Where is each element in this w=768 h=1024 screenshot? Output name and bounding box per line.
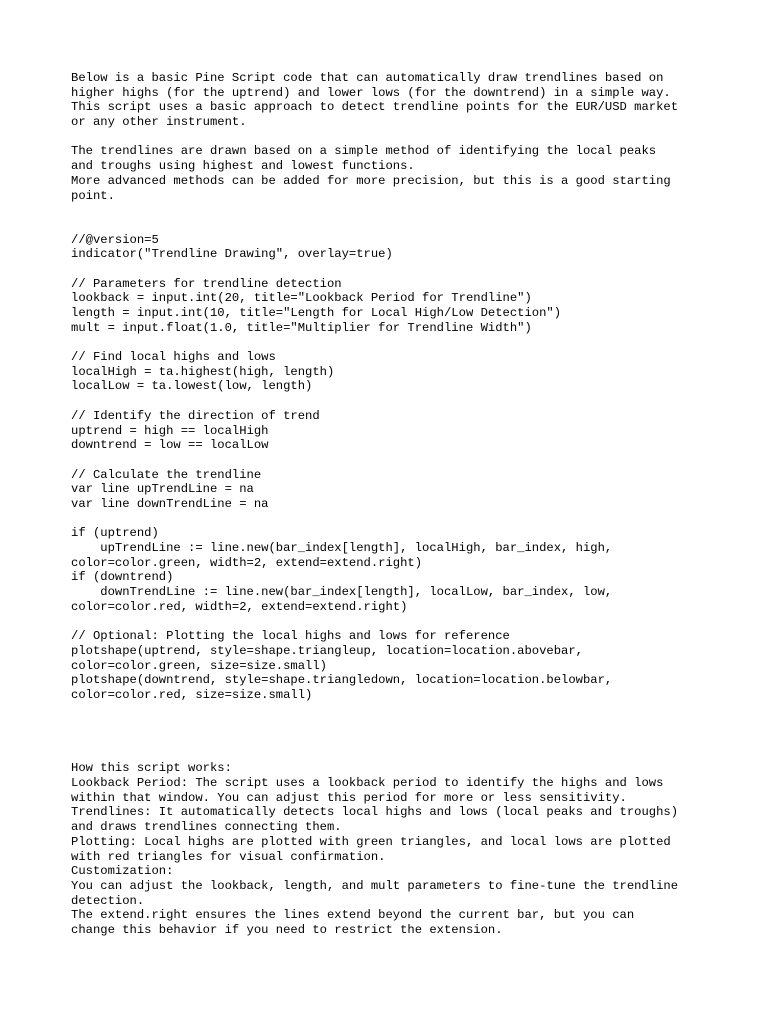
text-line: Lookback Period: The script uses a lookback period to identify the highs and lows xyxy=(71,776,664,791)
code-line: uptrend = high == localHigh xyxy=(71,423,269,438)
code-group-plotshape xyxy=(71,629,731,702)
text-line: More advanced methods can be added for more precision, but this is a good starting xyxy=(71,173,671,188)
code-line: localHigh = ta.highest(high, length) xyxy=(71,364,335,379)
text-line: The trendlines are drawn based on a simple method of identifying the local peaks xyxy=(71,144,657,159)
code-group-trendline-vars xyxy=(71,468,731,512)
text-line: Customization: xyxy=(71,864,174,879)
code-line: if (downtrend) xyxy=(71,570,174,585)
code-line: color=color.red, size=size.small) xyxy=(71,687,313,702)
text-line: Below is a basic Pine Script code that can automatically draw trendlines based on xyxy=(71,71,664,85)
code-line: //@version=5 xyxy=(71,232,159,247)
code-line: upTrendLine := line.new(bar_index[length], localHigh, bar_index, high, xyxy=(71,541,613,556)
intro-paragraph-2 xyxy=(71,144,731,203)
code-line: plotshape(uptrend, style=shape.triangleup, location=location.abovebar, xyxy=(71,643,583,658)
code-line: var line upTrendLine = na xyxy=(71,482,254,497)
code-line: indicator("Trendline Drawing", overlay=true) xyxy=(71,247,393,262)
text-line: You can adjust the lookback, length, and mult parameters to fine-tune the trendline xyxy=(71,878,679,893)
text-line: change this behavior if you need to restrict the extension. xyxy=(71,922,503,937)
code-group-local-highs-lows xyxy=(71,350,731,394)
code-line: // Parameters for trendline detection xyxy=(71,276,342,291)
text-line: detection. xyxy=(71,893,145,908)
text-line: Trendlines: It automatically detects local highs and lows (local peaks and troughs) xyxy=(71,805,679,820)
code-line: downTrendLine := line.new(bar_index[length], localLow, bar_index, low, xyxy=(71,585,613,600)
intro-paragraph-1 xyxy=(71,71,731,130)
code-line: lookback = input.int(20, title="Lookback Period for Trendline") xyxy=(71,291,532,306)
text-line: or any other instrument. xyxy=(71,115,247,130)
code-group-version xyxy=(71,233,731,262)
code-line: var line downTrendLine = na xyxy=(71,496,269,511)
text-line: Plotting: Local highs are plotted with green triangles, and local lows are plotted xyxy=(71,834,671,849)
code-line: length = input.int(10, title="Length for Local High/Low Detection") xyxy=(71,306,562,321)
code-line: // Calculate the trendline xyxy=(71,467,262,482)
code-line: // Optional: Plotting the local highs and lows for reference xyxy=(71,629,510,644)
text-line: The extend.right ensures the lines extend beyond the current bar, but you can xyxy=(71,908,635,923)
code-line: color=color.red, width=2, extend=extend.right) xyxy=(71,599,408,614)
code-line: localLow = ta.lowest(low, length) xyxy=(71,379,313,394)
text-line: point. xyxy=(71,188,115,203)
text-line: and troughs using highest and lowest functions. xyxy=(71,159,415,174)
code-line: plotshape(downtrend, style=shape.triangledown, location=location.belowbar, xyxy=(71,673,613,688)
text-line: This script uses a basic approach to detect trendline points for the EUR/USD market xyxy=(71,100,679,115)
code-line: mult = input.float(1.0, title="Multiplier for Trendline Width") xyxy=(71,320,532,335)
text-line: with red triangles for visual confirmation. xyxy=(71,849,386,864)
code-line: downtrend = low == localLow xyxy=(71,438,269,453)
explanation-section xyxy=(71,761,731,937)
pine-script-code-block xyxy=(71,233,731,703)
explanation-heading: How this script works: xyxy=(71,761,232,776)
code-line: // Find local highs and lows xyxy=(71,350,276,365)
code-group-parameters xyxy=(71,277,731,336)
text-line: within that window. You can adjust this period for more or less sensitivity. xyxy=(71,790,627,805)
text-line: and draws trendlines connecting them. xyxy=(71,820,342,835)
code-line: color=color.green, size=size.small) xyxy=(71,658,327,673)
code-line: color=color.green, width=2, extend=extend.right) xyxy=(71,555,423,570)
document-page xyxy=(71,71,731,938)
code-line: if (uptrend) xyxy=(71,526,159,541)
code-group-draw-lines xyxy=(71,526,731,614)
text-line: higher highs (for the uptrend) and lower lows (for the downtrend) in a simple way. xyxy=(71,85,671,100)
code-group-trend-direction xyxy=(71,409,731,453)
code-line: // Identify the direction of trend xyxy=(71,408,320,423)
